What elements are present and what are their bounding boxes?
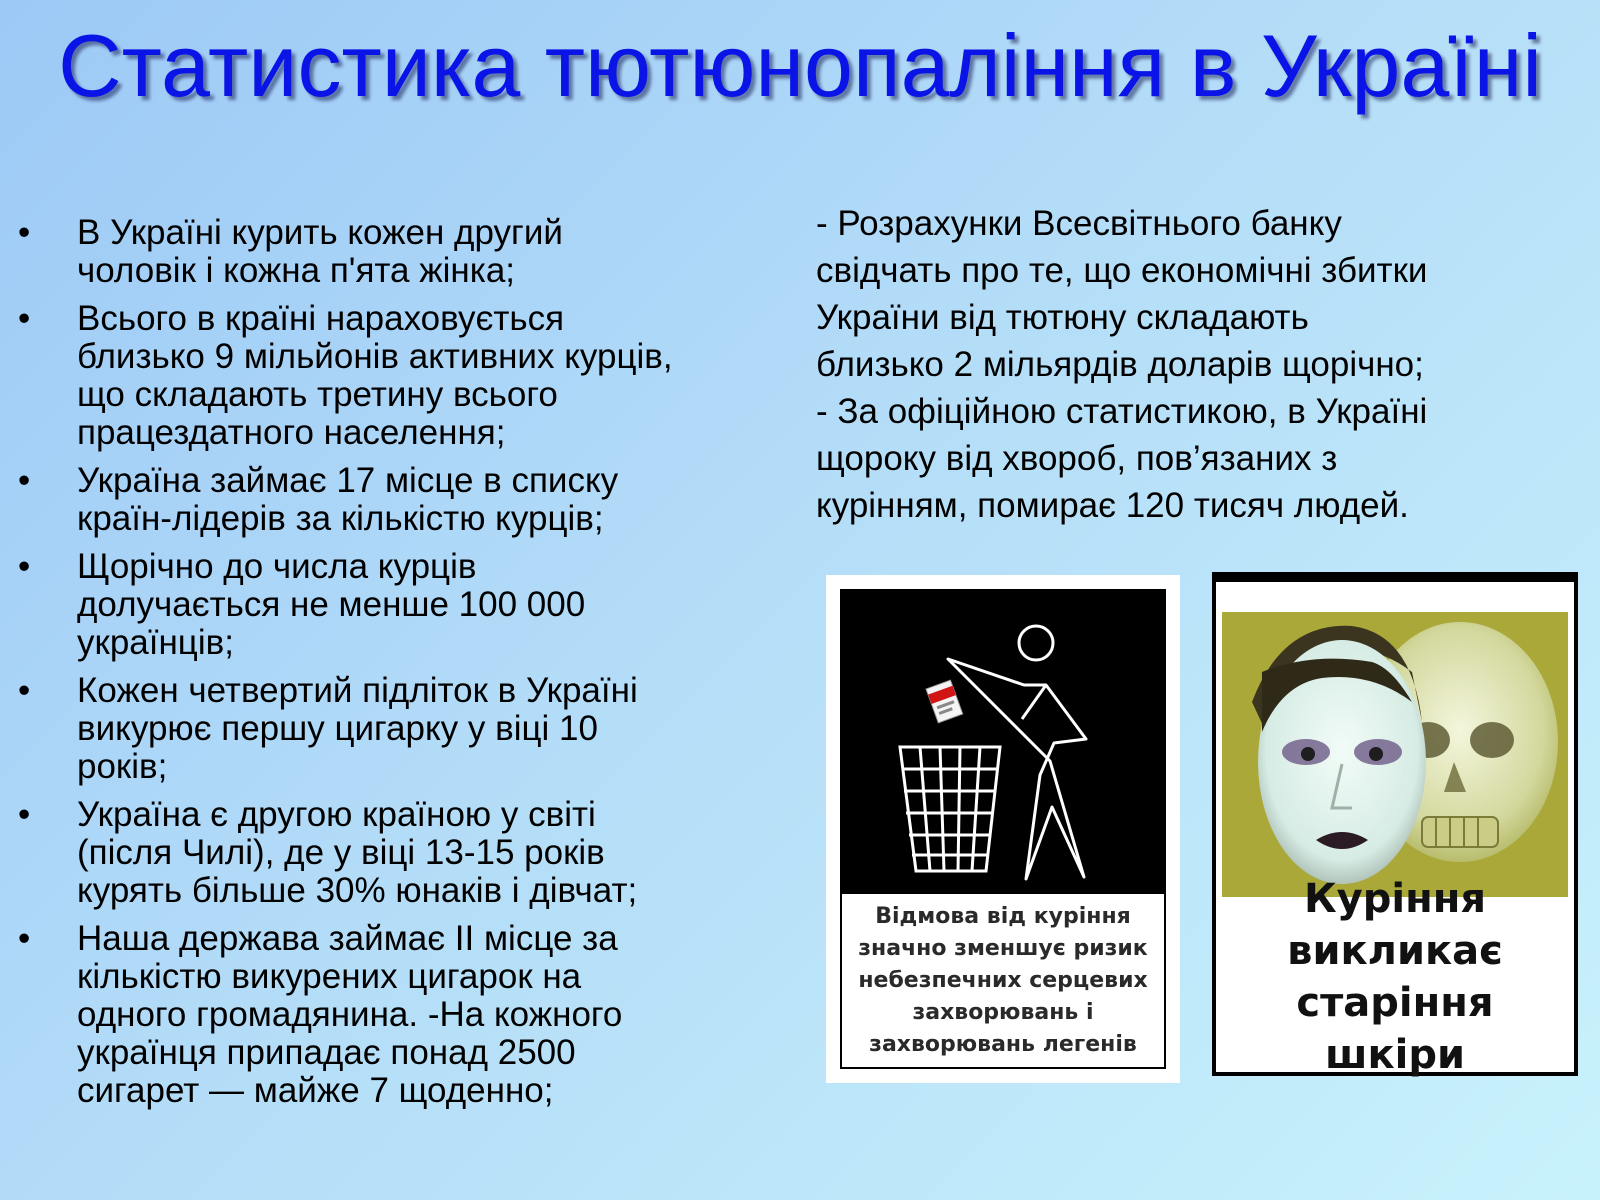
bullet-line: кількістю викурених цигарок на: [77, 957, 582, 996]
list-item: [18, 796, 758, 910]
face-and-skull-icon: [1222, 612, 1568, 897]
statistics-bullet-list: [18, 214, 758, 1120]
text-line: - За офіційною статистикою, в Україні: [816, 392, 1428, 431]
caption-line: захворювань легенів: [869, 1031, 1137, 1057]
bullet-line: Всього в країні нараховується: [77, 299, 565, 338]
bullet-line: Україна є другою країною у світі: [77, 795, 596, 834]
bullet-line: працездатного населення;: [77, 413, 506, 452]
bullet-marker: •: [18, 299, 31, 338]
list-item: [18, 214, 758, 290]
bullet-line: Україна займає 17 місце в списку: [77, 461, 619, 500]
trash-can-figure-icon: [840, 589, 1166, 889]
bullet-line: Наша держава займає ІІ місце за: [77, 919, 618, 958]
list-item: [18, 672, 758, 786]
figure-arm: [1022, 685, 1046, 719]
poster-caption: [842, 894, 1164, 1067]
text-line: - Розрахунки Всесвітнього банку: [816, 204, 1342, 243]
list-item: [18, 920, 758, 1110]
bullet-line: В Україні курить кожен другий: [77, 213, 563, 252]
bullet-marker: •: [18, 461, 31, 500]
bullet-line: Щорічно до числа курців: [77, 547, 477, 586]
bullet-line: курять більше 30% юнаків і дівчат;: [77, 871, 638, 910]
figure-head: [1019, 626, 1053, 660]
trash-bin: [900, 747, 1000, 871]
caption-line: значно зменшує ризик: [858, 935, 1148, 961]
bullet-marker: •: [18, 795, 31, 834]
text-line: курінням, помирає 120 тисяч людей.: [816, 486, 1409, 525]
quit-smoking-poster: [826, 575, 1180, 1083]
poster-caption: [1222, 876, 1568, 1078]
bullet-marker: •: [18, 547, 31, 586]
slide-title: Статистика тютюнопаління в Україні: [58, 16, 1542, 115]
face-skull-image: [1222, 612, 1568, 897]
list-item: [18, 548, 758, 662]
bullet-line: долучається не менше 100 000: [77, 585, 586, 624]
cigarette-pack-icon: [926, 680, 963, 723]
caption-line: Куріння: [1303, 876, 1487, 922]
bullet-line: одного громадянина. -На кожного: [77, 995, 623, 1034]
caption-line: захворювань і: [912, 999, 1094, 1025]
caption-line: Відмова від куріння: [875, 903, 1131, 929]
bullet-marker: •: [18, 919, 31, 958]
list-item: [18, 462, 758, 538]
bullet-marker: •: [18, 671, 31, 710]
poster-black-panel: [840, 589, 1166, 1069]
bullet-line: українців;: [77, 623, 234, 662]
bullet-line: близько 9 мільйонів активних курців,: [77, 337, 673, 376]
economic-stats-text: [816, 200, 1556, 529]
bullet-line: українця припадає понад 2500: [77, 1033, 576, 1072]
list-item: [18, 300, 758, 452]
caption-line: викликає: [1287, 928, 1503, 974]
text-line: щороку від хвороб, пов’язаних з: [816, 439, 1338, 478]
text-line: України від тютюну складають: [816, 298, 1309, 337]
bullet-line: викурює першу цигарку у віці 10: [77, 709, 598, 748]
skin-aging-poster: [1212, 572, 1578, 1076]
caption-line: старіння шкіри: [1296, 980, 1494, 1078]
bullet-line: країн-лідерів за кількістю курців;: [77, 499, 604, 538]
text-line: близько 2 мільярдів доларів щорічно;: [816, 345, 1424, 384]
bullet-marker: •: [18, 213, 31, 252]
bullet-line: років;: [77, 747, 168, 786]
bullet-line: (після Чилі), де у віці 13-15 років: [77, 833, 605, 872]
bullet-line: сигарет — майже 7 щоденно;: [77, 1071, 554, 1110]
bullet-line: що складають третину всього: [77, 375, 558, 414]
text-line: свідчать про те, що економічні збитки: [816, 251, 1428, 290]
bullet-line: чоловік і кожна п'ята жінка;: [77, 251, 516, 290]
bullet-line: Кожен четвертий підліток в Україні: [77, 671, 638, 710]
caption-line: небезпечних серцевих: [858, 967, 1148, 993]
